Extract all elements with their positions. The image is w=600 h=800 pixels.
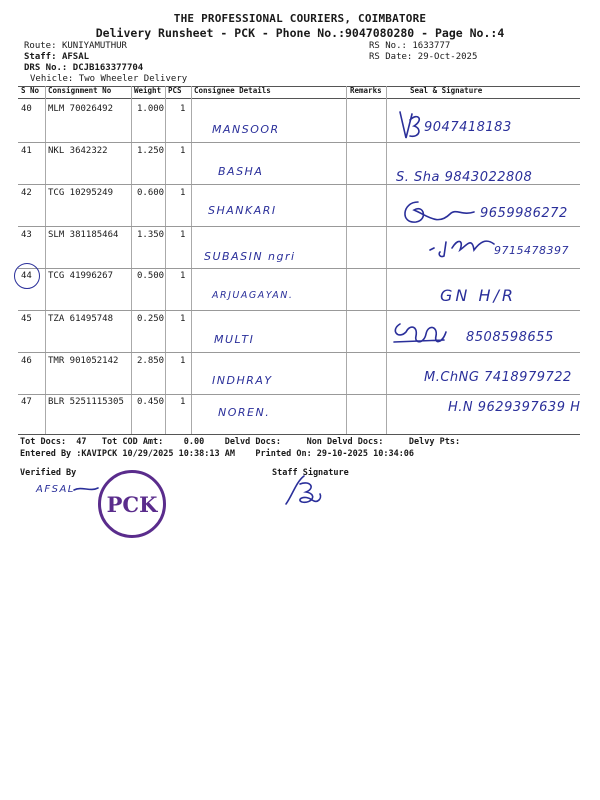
vehicle-label: Vehicle: bbox=[30, 74, 74, 84]
col-header-remarks: Remarks bbox=[350, 86, 382, 95]
row-signature-handwritten: M.ChNG 7418979722 bbox=[424, 370, 572, 385]
table-header-border bbox=[18, 98, 580, 99]
company-title: THE PROFESSIONAL COURIERS, COIMBATORE bbox=[173, 12, 427, 25]
col-header-consignment: Consignment No bbox=[48, 86, 112, 95]
staff-value: AFSAL bbox=[61, 52, 90, 62]
rs-no-line bbox=[369, 41, 450, 52]
row-pcs: 1 bbox=[180, 397, 186, 407]
col-header-sno: S No bbox=[21, 86, 40, 95]
row-weight: 1.350 bbox=[137, 230, 165, 240]
row-weight: 1.000 bbox=[137, 104, 165, 114]
staff-signature-label: Staff Signature bbox=[272, 468, 349, 478]
row-weight: 0.450 bbox=[137, 397, 165, 407]
drs-label: DRS No.: bbox=[24, 63, 68, 73]
row-signature-handwritten: H.N 9629397639 H bbox=[448, 400, 581, 415]
vehicle-line bbox=[30, 74, 187, 85]
row-pcs: 1 bbox=[180, 146, 186, 156]
row-consignee-handwritten: MANSOOR bbox=[212, 123, 280, 136]
row-pcs: 1 bbox=[180, 314, 186, 324]
row-consignee-handwritten: SUBASIN ngri bbox=[204, 250, 296, 263]
row-divider bbox=[18, 142, 580, 143]
rs-no-label: RS No.: bbox=[369, 41, 407, 51]
signature-scribble bbox=[390, 318, 450, 348]
staff-line bbox=[24, 52, 89, 63]
row-signature-handwritten: 9715478397 bbox=[494, 244, 569, 257]
runsheet-title: Delivery Runsheet - PCK - Phone No.:9047080280 - Page No.:4 bbox=[95, 26, 505, 40]
row-consignee-handwritten: BASHA bbox=[218, 165, 264, 178]
entered-printed-line: Entered By :KAVIPCK 10/29/2025 10:38:13 AM Printed On: 29-10-2025 10:34:06 bbox=[20, 449, 415, 459]
row-consignment: TMR 901052142 bbox=[48, 356, 119, 366]
row-consignee-handwritten: INDHRAY bbox=[212, 374, 273, 387]
row-consignment: BLR 5251115305 bbox=[48, 397, 124, 407]
row-pcs: 1 bbox=[180, 271, 186, 281]
totals-summary: Tot Docs: 47 Tot COD Amt: 0.00 Delvd Docs: Non Delvd Docs: Delvy Pts: bbox=[20, 437, 461, 447]
row-sno: 41 bbox=[21, 146, 32, 156]
verified-by-signature: AFSAL bbox=[36, 484, 75, 495]
row-sno: 40 bbox=[21, 104, 32, 114]
row-divider bbox=[18, 226, 580, 227]
rs-no-value: 1633777 bbox=[412, 41, 451, 51]
verified-by-label: Verified By bbox=[20, 468, 77, 478]
rs-date-value: 29-Oct-2025 bbox=[417, 52, 478, 62]
staff-signature-scribble bbox=[282, 472, 326, 508]
row-signature-handwritten: 9047418183 bbox=[424, 120, 512, 135]
staff-label: Staff: bbox=[24, 52, 57, 62]
signature-scribble bbox=[428, 232, 498, 260]
row-divider bbox=[18, 394, 580, 395]
row-divider bbox=[18, 184, 580, 185]
row-weight: 0.500 bbox=[137, 271, 165, 281]
row-sno: 44 bbox=[21, 271, 32, 281]
row-weight: 0.250 bbox=[137, 314, 165, 324]
signature-stroke bbox=[72, 484, 100, 494]
row-sno: 47 bbox=[21, 397, 32, 407]
row-weight: 2.850 bbox=[137, 356, 165, 366]
col-divider bbox=[131, 86, 132, 434]
col-header-pcs: PCS bbox=[168, 86, 182, 95]
col-divider bbox=[346, 86, 347, 434]
col-divider bbox=[386, 86, 387, 434]
row-consignment: TCG 10295249 bbox=[48, 188, 114, 198]
row-signature-handwritten: S. Sha 9843022808 bbox=[396, 170, 533, 185]
row-signature-handwritten: 8508598655 bbox=[466, 330, 554, 345]
col-divider bbox=[165, 86, 166, 434]
vehicle-value: Two Wheeler Delivery bbox=[78, 74, 188, 84]
row-weight: 1.250 bbox=[137, 146, 165, 156]
row-pcs: 1 bbox=[180, 188, 186, 198]
drs-value: DCJB163377704 bbox=[72, 63, 144, 73]
row-consignee-handwritten: NOREN. bbox=[218, 406, 271, 419]
row-pcs: 1 bbox=[180, 104, 186, 114]
row-sno: 46 bbox=[21, 356, 32, 366]
row-consignee-handwritten: ARJUAGAYAN. bbox=[212, 290, 294, 301]
rs-date-label: RS Date: bbox=[369, 52, 413, 62]
row-weight: 0.600 bbox=[137, 188, 165, 198]
row-sno: 45 bbox=[21, 314, 32, 324]
row-signature-handwritten: 9659986272 bbox=[480, 206, 568, 221]
row-sno: 43 bbox=[21, 230, 32, 240]
rs-date-line bbox=[369, 52, 477, 63]
row-pcs: 1 bbox=[180, 230, 186, 240]
row-pcs: 1 bbox=[180, 356, 186, 366]
signature-scribble bbox=[396, 106, 426, 142]
route-line bbox=[24, 41, 127, 52]
row-consignee-handwritten: SHANKARI bbox=[208, 204, 277, 217]
col-header-consignee: Consignee Details bbox=[194, 86, 271, 95]
row-consignment: TCG 41996267 bbox=[48, 271, 114, 281]
col-header-weight: Weight bbox=[134, 86, 162, 95]
row-consignment: TZA 61495748 bbox=[48, 314, 114, 324]
row-consignee-handwritten: MULTI bbox=[214, 333, 255, 346]
route-value: KUNIYAMUTHUR bbox=[61, 41, 127, 51]
row-divider bbox=[18, 310, 580, 311]
signature-scribble bbox=[398, 196, 478, 230]
route-label: Route: bbox=[24, 41, 57, 51]
row-sno: 42 bbox=[21, 188, 32, 198]
table-bottom-border bbox=[18, 434, 580, 435]
row-consignment: NKL 3642322 bbox=[48, 146, 108, 156]
row-divider bbox=[18, 268, 580, 269]
row-signature-handwritten: GN H/R bbox=[440, 286, 516, 305]
col-divider bbox=[191, 86, 192, 434]
pck-stamp: PCK bbox=[98, 470, 166, 538]
col-divider bbox=[45, 86, 46, 434]
row-consignment: MLM 70026492 bbox=[48, 104, 114, 114]
drs-line bbox=[24, 63, 143, 74]
col-header-seal: Seal & Signature bbox=[410, 86, 483, 95]
row-consignment: SLM 381185464 bbox=[48, 230, 119, 240]
row-divider bbox=[18, 352, 580, 353]
